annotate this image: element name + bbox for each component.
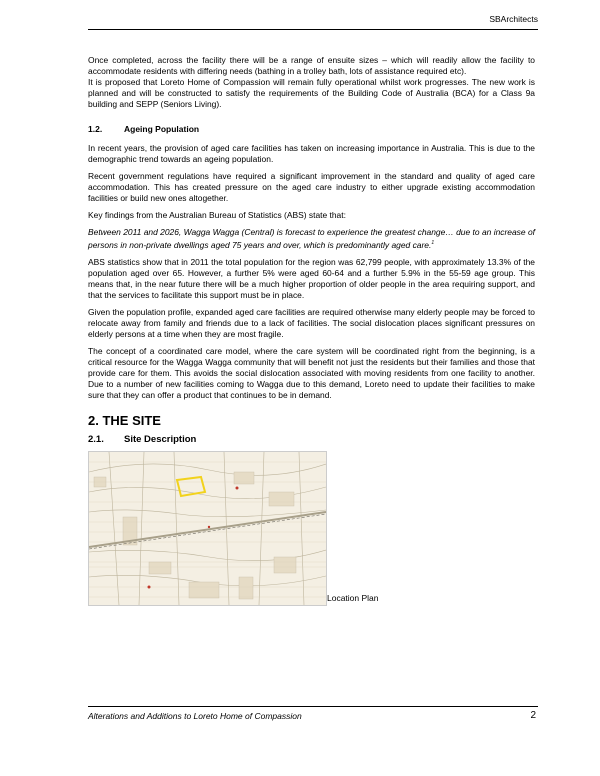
figure-caption: Location Plan (327, 592, 379, 603)
ageing-paragraph-5: Given the population profile, expanded aged care facilities are required otherwise many elderly people may be forced to relocate away from family and friends due to a lack of facilities. The social dislocation places significant pressures on elderly persons at a time when they are most fragile. (88, 306, 535, 339)
section-title: Site Description (124, 433, 197, 445)
ageing-paragraph-2: Recent government regulations have required a significant improvement in the standard and quality of aged care accommodation. This has created pressure on the aged care industry to either upgrade existing accommodation facilities or build new ones altogether. (88, 171, 535, 203)
abs-quote-text: Between 2011 and 2026, Wagga Wagga (Central) is forecast to experience the greatest change… due to an increase of persons in non-private dwellings aged 75 years and over, which is predominantly aged care. (88, 227, 535, 250)
ageing-paragraph-3: Key findings from the Australian Bureau of Statistics (ABS) state that: (88, 210, 346, 220)
section-heading-1-2 (88, 124, 535, 135)
page-number: 2 (530, 710, 536, 721)
footer-document-title: Alterations and Additions to Loreto Home of Compassion (88, 711, 302, 721)
section-number: 2.1. (88, 433, 104, 445)
document-body (88, 55, 535, 604)
section-heading-2: 2. THE SITE (88, 412, 161, 428)
intro-paragraph-2: It is proposed that Loreto Home of Compassion will remain fully operational whilst work progresses. The new work is planned and will be constructed to satisfy the requirements of the Building Code of Australia (BCA) for a Class 9a building and SEPP (Seniors Living). (88, 77, 535, 109)
abs-quote (88, 227, 535, 251)
section-number: 1.2. (88, 124, 103, 134)
footer-divider (88, 706, 538, 707)
intro-paragraph-1: Once completed, across the facility there will be a range of ensuite sizes – which will readily allow the facility to accommodate residents with differing needs (bathing in a trolley bath, lots of assistance required etc). (88, 55, 535, 76)
header-divider (88, 29, 538, 30)
section-title: Ageing Population (124, 124, 200, 134)
ageing-paragraph-1: In recent years, the provision of aged care facilities has taken on increasing importance in Australia. This is due to the demographic trend towards an ageing population. (88, 143, 535, 164)
footnote-ref[interactable]: 1 (431, 240, 435, 246)
company-name: SBArchitects (489, 14, 538, 24)
location-plan-map (88, 451, 327, 606)
ageing-paragraph-4: ABS statistics show that in 2011 the total population for the region was 62,799 people, with approximately 13.3% of the population aged over 65. However, a further 5% were aged 60-64 and a further 5.9% in the 55-59 age group. This means that, in the near future there will be a much higher proportion of older people in the area requiring support, and that the services to facilitate this support must be in place. (88, 256, 535, 300)
section-heading-2-1 (88, 434, 535, 445)
location-plan-figure (88, 451, 379, 604)
ageing-paragraph-6: The concept of a coordinated care model, where the care system will be coordinated right from the beginning, is a critical resource for the Wagga Wagga community that will benefit not just the residents but their families and those that provide care for them. This avoids the social dislocation associated with moving residents from one facility to another. Due to a number of new facilities coming to Wagga due to this demand, Loreto need to update their facilities to make sure that they can offer a product that continues to be in demand. (88, 345, 535, 400)
